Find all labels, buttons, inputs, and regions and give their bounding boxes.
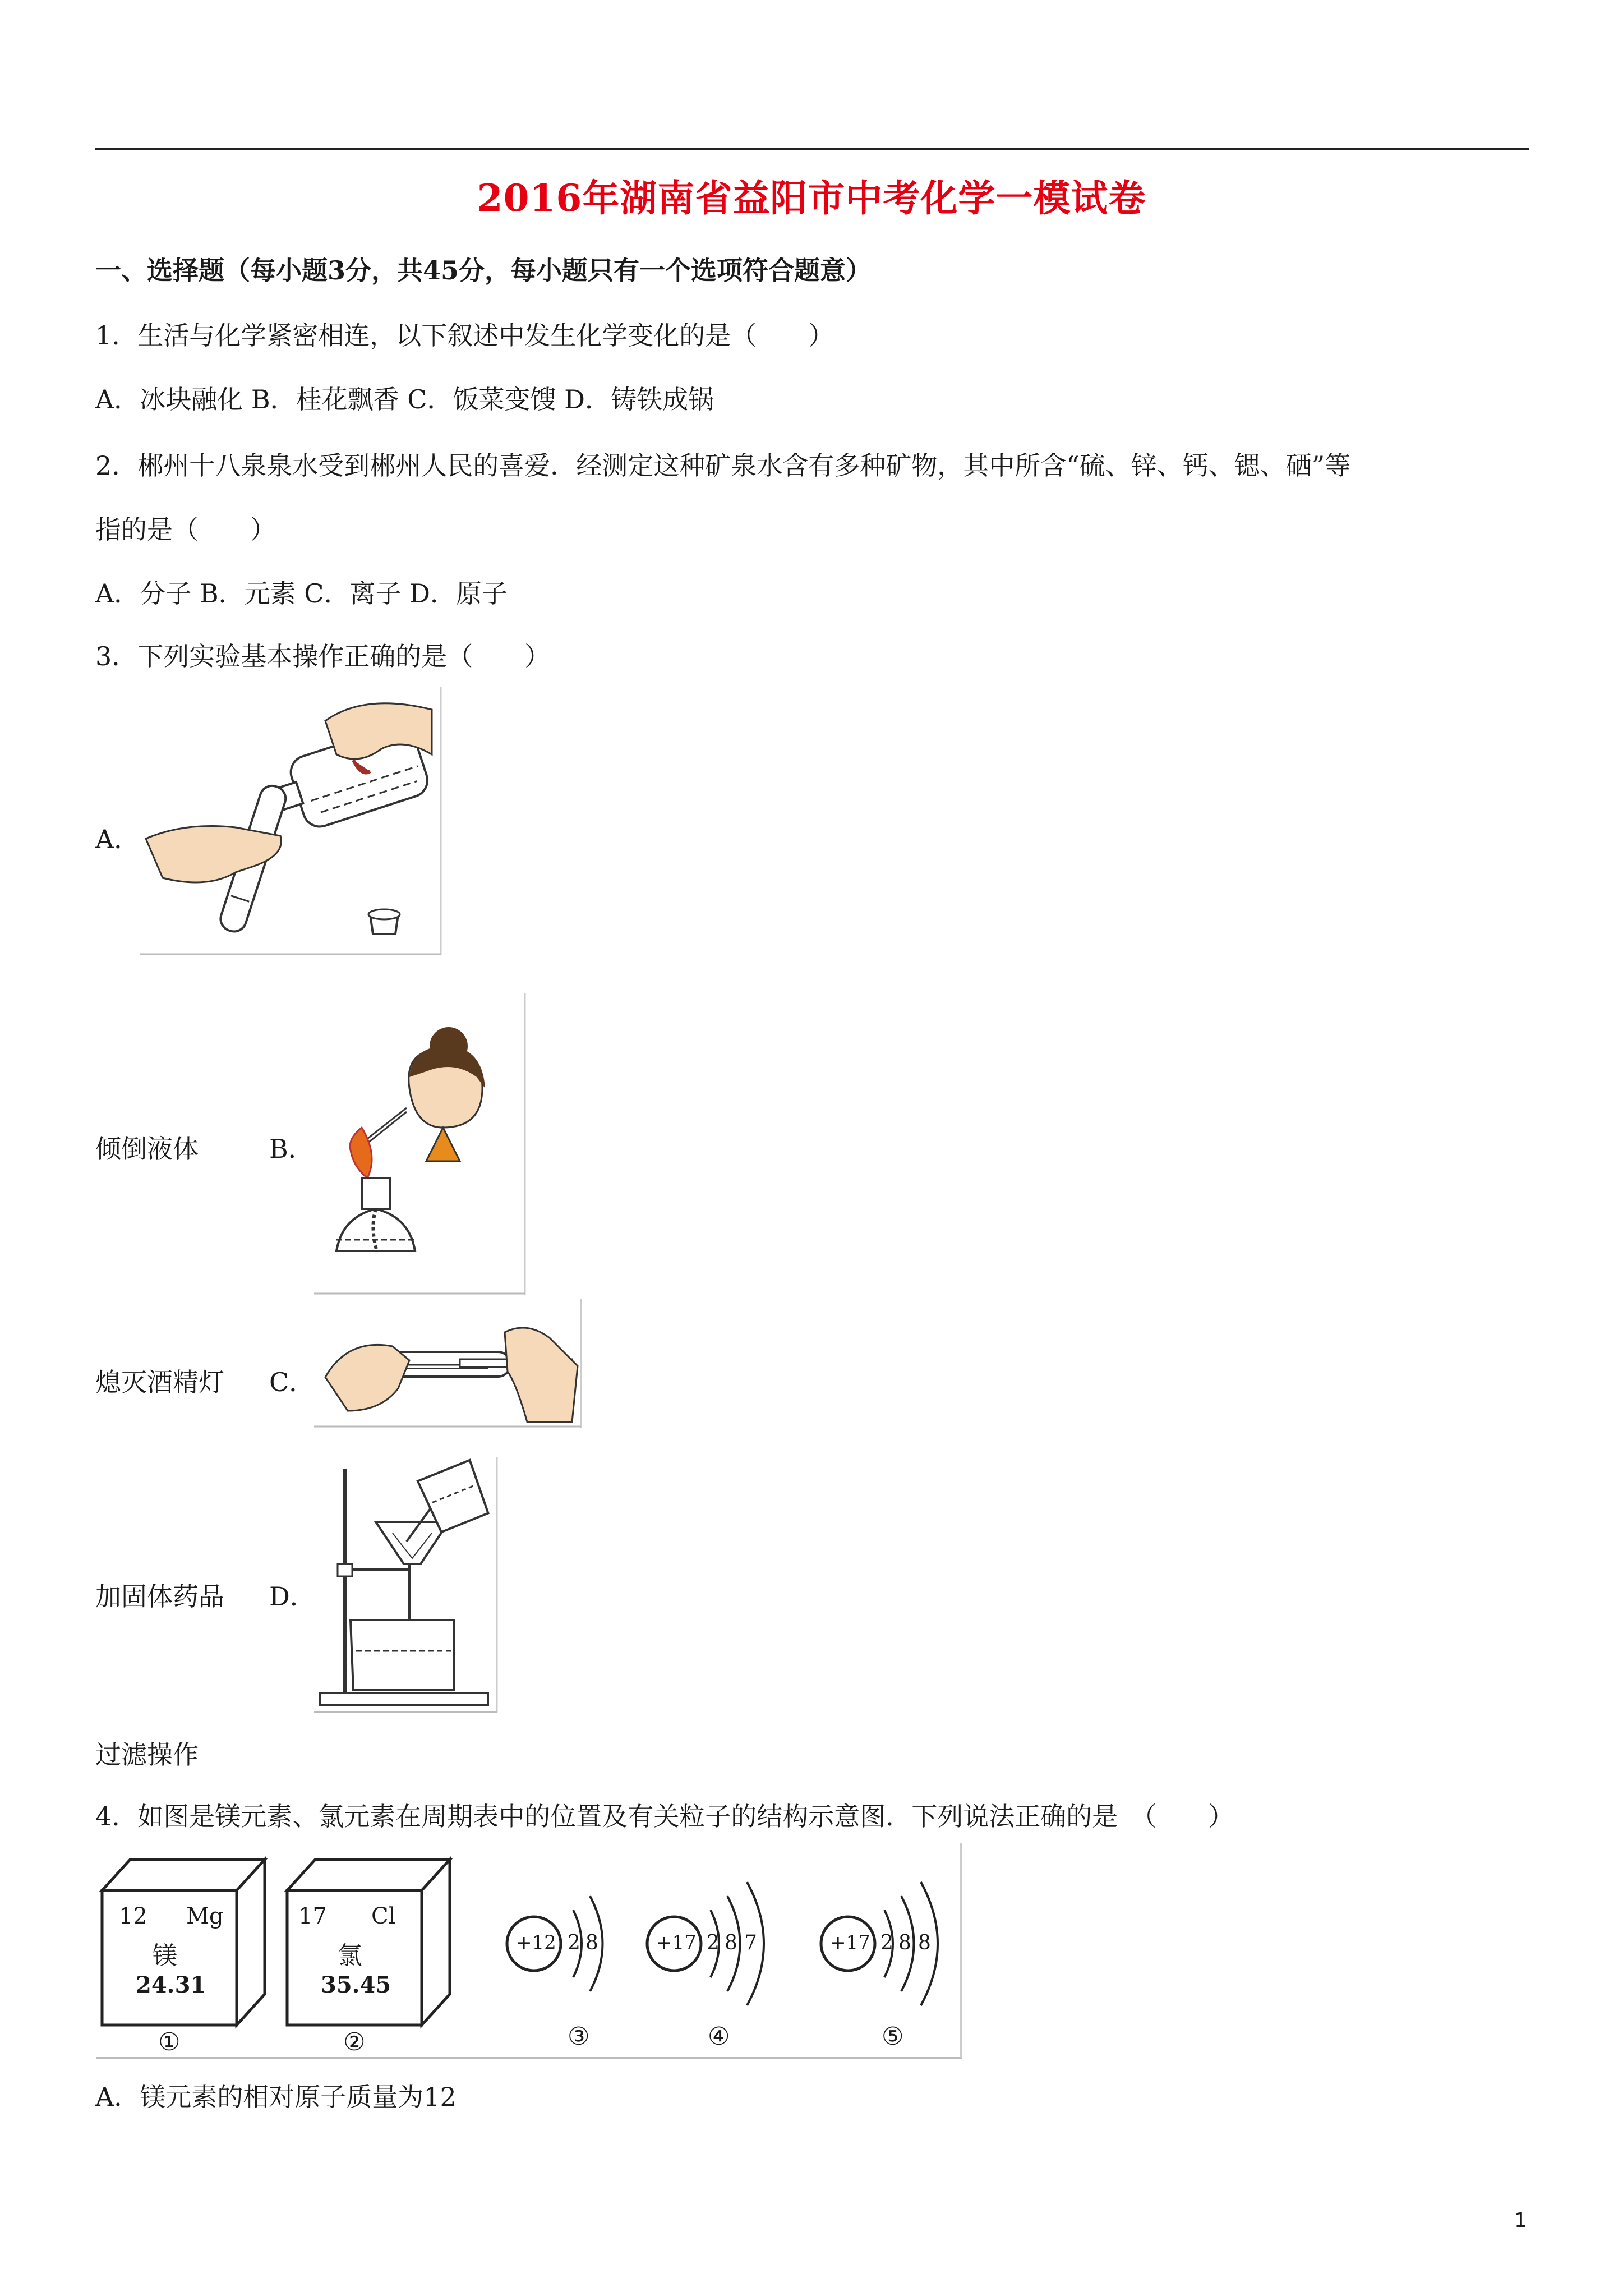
q4-stem: 4．如图是镁元素、氯元素在周期表中的位置及有关粒子的结构示意图．下列说法正确的是 （ ） [95,1801,1234,1832]
q2-stem: 2．郴州十八泉泉水受到郴州人民的喜爱．经测定这种矿泉水含有多种矿物，其中所含“硫、锌、钙、锶、硒”等 [95,450,1351,481]
mg-atomic-number: 12 [119,1903,147,1929]
header-rule [95,148,1529,150]
ion3-shell-1: 2 [568,1931,580,1954]
atom4-shell-1: 2 [707,1931,720,1954]
q4-option-a: A．镁元素的相对原子质量为12 [95,2082,457,2112]
q3-option-d-letter: D． [269,1581,316,1612]
cl-name: 氯 [338,1941,362,1970]
filtration-figure [314,1457,499,1714]
cl-symbol: Cl [371,1903,396,1929]
ion5-nucleus: +17 [830,1931,870,1954]
q2-stem-cont: 指的是（ ） [95,514,276,545]
ion5-shell-1: 2 [880,1931,893,1954]
q3-option-c-letter: C． [269,1367,315,1397]
q3-option-b-letter: B． [269,1134,314,1164]
cl-atomic-mass: 35.45 [321,1972,391,1998]
periodic-table-figure [96,1843,962,2059]
ion5-label: ⑤ [882,2022,904,2051]
mg-name: 镁 [153,1941,177,1970]
q3-option-a-letter: A． [95,824,140,854]
page-number: 1 [1514,2209,1527,2232]
q3-option-c-caption: 加固体药品 [95,1581,224,1612]
q2-options: A．分子 B．元素 C．离子 D．原子 [95,578,508,609]
q1-options: A．冰块融化 B．桂花飘香 C．饭菜变馊 D．铸铁成锅 [95,384,714,415]
mg-atomic-mass: 24.31 [136,1972,206,1998]
section-heading: 一、选择题（每小题3分，共45分，每小题只有一个选项符合题意） [95,255,872,286]
ion3-nucleus: +12 [516,1931,556,1954]
q3-stem: 3．下列实验基本操作正确的是（ ） [95,641,551,671]
ion5-shell-2: 8 [898,1931,911,1954]
cl-label: ② [343,2028,366,2056]
atom4-shell-3: 7 [744,1931,757,1954]
pouring-liquid-figure [140,687,443,956]
mg-label: ① [158,2028,181,2056]
magnesium-cell [102,1860,265,2025]
atom4-shell-2: 8 [725,1931,737,1954]
ion3-shell-2: 8 [585,1931,598,1954]
q3-option-d-caption: 过滤操作 [95,1740,199,1770]
atom4-label: ④ [708,2022,730,2051]
atom4-nucleus: +17 [656,1931,697,1954]
page-title: 2016年湖南省益阳市中考化学一模试卷 [477,176,1146,220]
q3-option-b-caption: 熄灭酒精灯 [95,1367,224,1397]
ion5-shell-3: 8 [918,1931,931,1954]
cl-atomic-number: 17 [298,1903,327,1929]
ion3-label: ③ [568,2022,590,2051]
q3-option-a-caption: 倾倒液体 [95,1134,199,1164]
q1-stem: 1．生活与化学紧密相连，以下叙述中发生化学变化的是（ ） [95,320,834,351]
mg-symbol: Mg [186,1903,224,1929]
add-solid-figure [314,1299,583,1429]
extinguish-lamp-figure [314,993,527,1296]
chlorine-cell [287,1860,450,2025]
